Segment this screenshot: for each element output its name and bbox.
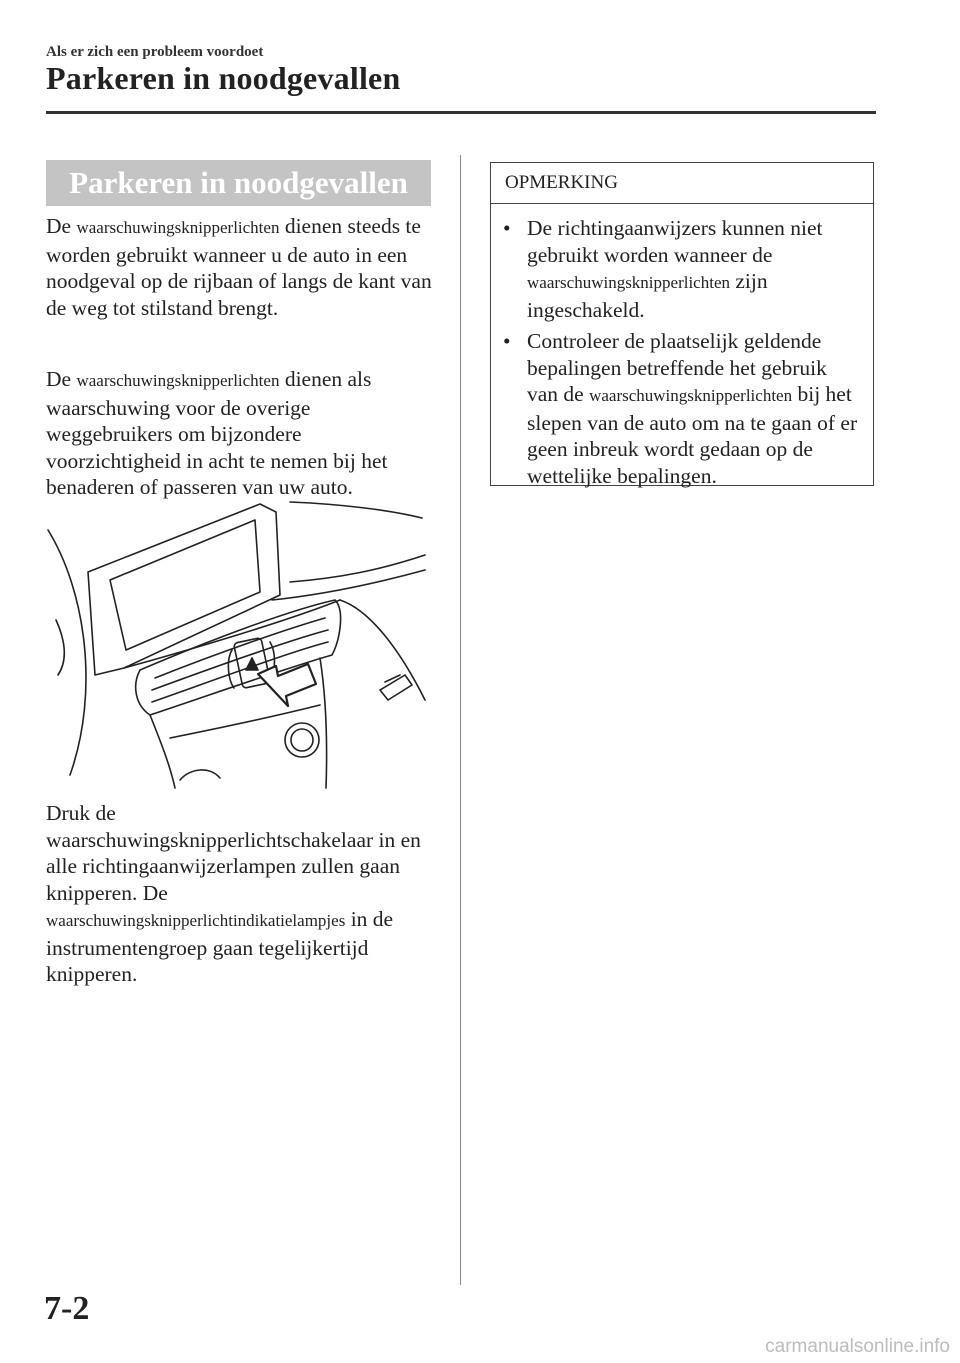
note-item: • De richtingaanwijzers kunnen niet gebruikt worden wanneer de waarschuwingsknipperlichten zijn ingeschakeld. bbox=[503, 216, 823, 322]
note-item: • Controleer de plaatselijk geldende bepalingen betreffende het gebruik van de waarschuwingsknipperlichten bij het slepen van de auto om na te gaan of er geen inbreuk wordt gedaan op de wettelijke bepalingen. bbox=[503, 329, 858, 488]
section-banner: Parkeren in noodgevallen bbox=[46, 160, 431, 206]
page-title: Parkeren in noodgevallen bbox=[46, 60, 401, 96]
page-number: 7-2 bbox=[44, 1290, 90, 1327]
instruction-paragraph: Druk de waarschuwingsknipperlichtschakelaar in en alle richtingaanwijzerlampen zullen gaan knipperen. De waarschuwingsknipperlichtindikatielampjes in de instrumentengroep gaan tegelijkertijd knipperen. bbox=[46, 801, 421, 986]
bullet-icon: • bbox=[503, 329, 511, 353]
column-divider bbox=[460, 155, 461, 1285]
bullet-icon: • bbox=[503, 216, 511, 240]
intro-paragraph: De waarschuwingsknipperlichten dienen steeds te worden gebruikt wanneer u de auto in een noodgeval op de rijbaan of langs de kant van de weg tot stilstand brengt. bbox=[46, 214, 432, 320]
section-label: Als er zich een probleem voordoet bbox=[46, 44, 264, 60]
note-box bbox=[490, 162, 874, 486]
hazard-switch-illustration bbox=[40, 500, 430, 790]
header-rule bbox=[46, 111, 876, 114]
warning-paragraph: De waarschuwingsknipperlichten dienen als waarschuwing voor de overige weggebruikers om bijzondere voorzichtigheid in acht te nemen bij het benaderen of passeren van uw auto. bbox=[46, 367, 388, 499]
note-heading: OPMERKING bbox=[491, 163, 873, 204]
watermark-link[interactable]: carmanualsonline.info bbox=[765, 1336, 950, 1357]
